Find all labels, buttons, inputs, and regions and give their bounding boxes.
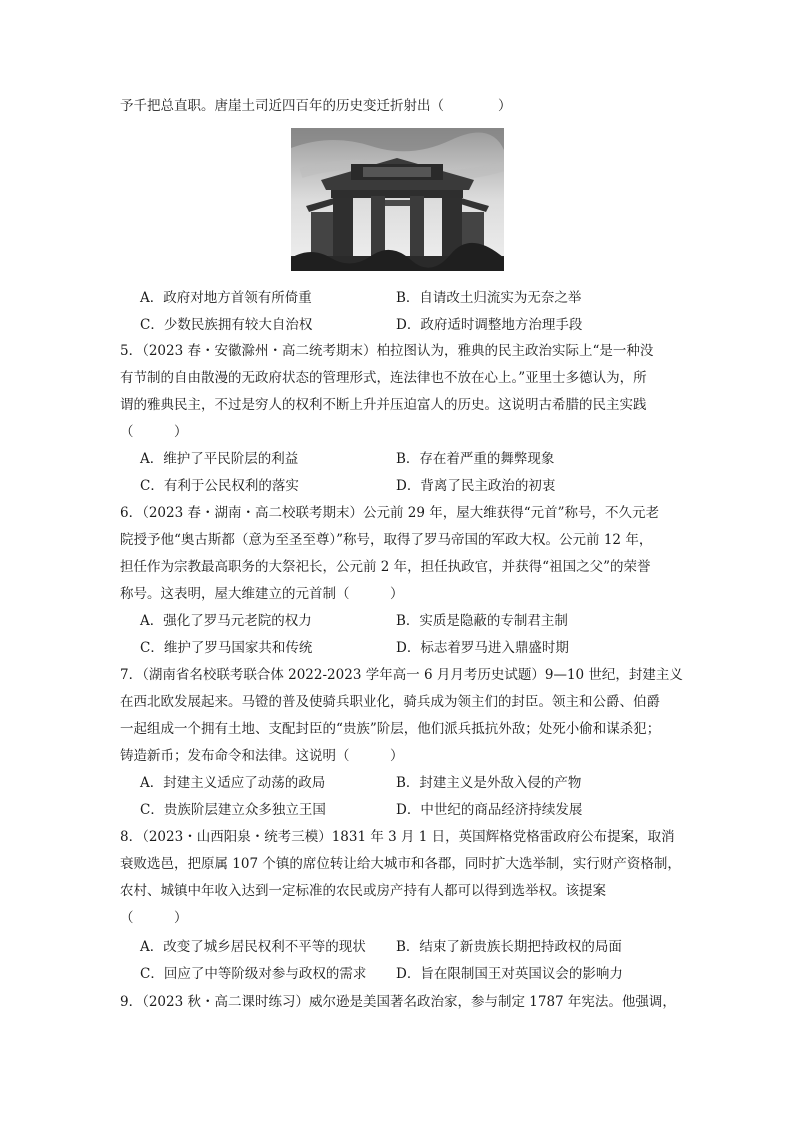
q4-option-a[interactable]: A．政府对地方首领有所倚重 (140, 290, 312, 306)
q6-line-2: 院授予他“奥古斯都（意为至圣至尊）”称号，取得了罗马帝国的军政大权。公元前 12 年， (120, 532, 653, 548)
q5-option-c[interactable]: C．有利于公民权利的落实 (140, 478, 299, 494)
q8-line-3: 农村、城镇中年收入达到一定标准的农民或房产持有人都可以得到选举权。该提案 (120, 883, 606, 899)
q8-option-c[interactable]: C．回应了中等阶级对参与政权的需求 (140, 966, 367, 982)
q8-line-4: （ ） (120, 910, 188, 926)
q4-option-b[interactable]: B．自请改土归流实为无奈之举 (396, 290, 582, 306)
q5-line-4: （ ） (120, 424, 188, 440)
intro-line: 予千把总直职。唐崖土司近四百年的历史变迁折射出（ ） (120, 98, 512, 114)
q8-option-d[interactable]: D．旨在限制国王对英国议会的影响力 (396, 966, 623, 982)
q6-option-c[interactable]: C．维护了罗马国家共和传统 (140, 640, 313, 656)
q7-option-a[interactable]: A．封建主义适应了动荡的政局 (140, 775, 326, 791)
q8-line-2: 衰败选邑，把原属 107 个镇的席位转让给大城市和各郡，同时扩大选举制，实行财产资格制， (120, 856, 681, 872)
q5-line-1: 5．（2023 春・安徽滁州・高二统考期末）柏拉图认为，雅典的民主政治实际上“是一种没 (120, 343, 654, 359)
archway-photo (291, 128, 504, 271)
q6-line-4: 称号。这表明，屋大维建立的元首制（ ） (120, 586, 404, 602)
q5-option-b[interactable]: B．存在着严重的舞弊现象 (396, 451, 555, 467)
q5-line-3: 谓的雅典民主，不过是穷人的权利不断上升并压迫富人的历史。这说明古希腊的民主实践 (120, 397, 647, 413)
q7-option-c[interactable]: C．贵族阶层建立众多独立王国 (140, 802, 326, 818)
q7-line-1: 7．（湖南省名校联考联合体 2022-2023 学年高一 6 月月考历史试题）9—10 世纪，封建主义 (120, 667, 683, 683)
q6-option-d[interactable]: D．标志着罗马进入鼎盛时期 (396, 640, 569, 656)
q9-line-1: 9．（2023 秋・高二课时练习）威尔逊是美国著名政治家，参与制定 1787 年宪法。他强调， (120, 994, 676, 1010)
q6-option-b[interactable]: B．实质是隐蔽的专制君主制 (396, 613, 568, 629)
q5-option-d[interactable]: D．背离了民主政治的初衷 (396, 478, 556, 494)
q8-line-1: 8．（2023・山西阳泉・统考三模）1831 年 3 月 1 日，英国辉格党格雷政府公布提案，取消 (120, 829, 675, 845)
q4-option-c[interactable]: C．少数民族拥有较大自治权 (140, 317, 313, 333)
q6-line-3: 担任作为宗教最高职务的大祭祀长，公元前 2 年，担任执政官，并获得“祖国之父”的荣誉 (120, 559, 651, 575)
q7-option-d[interactable]: D．中世纪的商品经济持续发展 (396, 802, 583, 818)
q7-option-b[interactable]: B．封建主义是外敌入侵的产物 (396, 775, 582, 791)
q4-option-d[interactable]: D．政府适时调整地方治理手段 (396, 317, 583, 333)
q6-option-a[interactable]: A．强化了罗马元老院的权力 (140, 613, 312, 629)
q7-line-4: 铸造新币；发布命令和法律。这说明（ ） (120, 748, 404, 764)
q5-line-2: 有节制的自由散漫的无政府状态的管理形式，连法律也不放在心上。”亚里士多德认为，所 (120, 370, 647, 386)
stone-archway-image (291, 128, 504, 271)
q5-option-a[interactable]: A．维护了平民阶层的利益 (140, 451, 299, 467)
q8-option-a[interactable]: A．改变了城乡居民权利不平等的现状 (140, 939, 366, 955)
q6-line-1: 6．（2023 春・湖南・高二校联考期末）公元前 29 年，屋大维获得“元首”称号，不久元老 (120, 505, 660, 521)
q7-line-3: 一起组成一个拥有土地、支配封臣的“贵族”阶层，他们派兵抵抗外敌；处死小偷和谋杀犯； (120, 721, 661, 737)
q7-line-2: 在西北欧发展起来。马镫的普及使骑兵职业化，骑兵成为领主们的封臣。领主和公爵、伯爵 (120, 694, 660, 710)
q8-option-b[interactable]: B．结束了新贵族长期把持政权的局面 (396, 939, 622, 955)
